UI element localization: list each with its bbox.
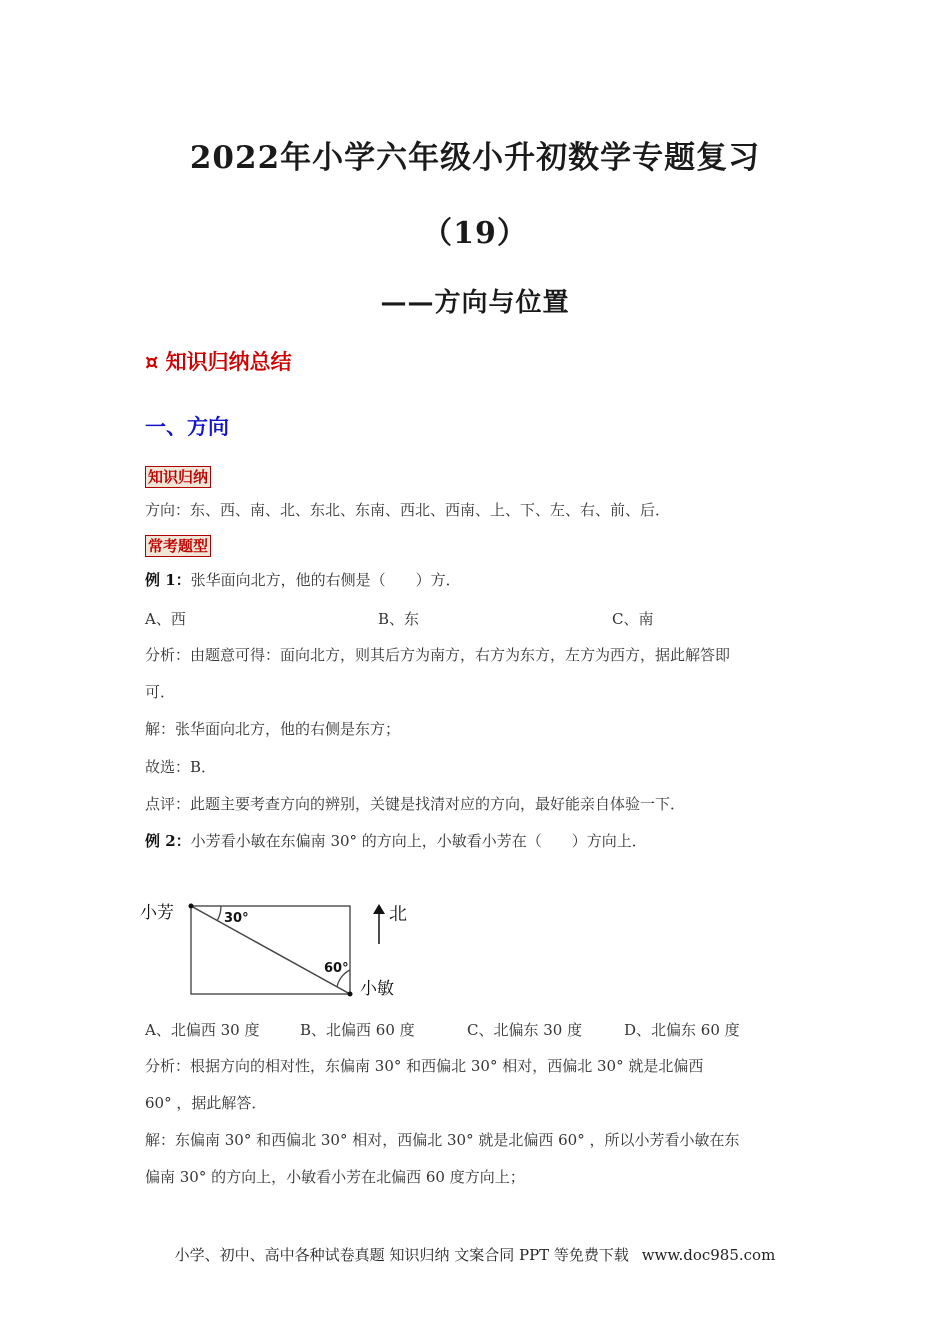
label-north: 北 [389,904,407,925]
example2-option-b: B、北偏西 60 度 [300,1021,415,1039]
example1-option-a: A、西 [145,610,186,628]
label-xiaofang: 小芳 [140,903,174,923]
example2-solution: 解：东偏南 30° 和西偏北 30° 相对，西偏北 30° 就是北偏西 60° ，所以小芳看小敏在东 [145,1131,740,1149]
page-title: 2022年小学六年级小升初数学专题复习 [189,140,761,176]
example1-option-c: C、南 [612,610,654,628]
angle-label-60: 60° [324,961,349,976]
example2-option-a: A、北偏西 30 度 [145,1021,260,1039]
angle-arc-a [217,906,221,921]
angle-label-30: 30° [224,911,249,926]
example1-label: 例 1： [145,571,191,589]
example2-label: 例 2： [145,832,191,850]
footer-text: 小学、初中、高中各种试卷真题 知识归纳 文案合同 PPT 等免费下载 [174,1246,629,1264]
common-questions-tag: 常考题型 [145,535,211,557]
footer-url[interactable]: www.doc985.com [641,1246,776,1264]
example2-analysis: 分析：根据方向的相对性，东偏南 30° 和西偏北 30° 相对，西偏北 30° 就是北偏西 [145,1057,704,1075]
knowledge-text: 方向：东、西、南、北、东北、东南、西北、西南、上、下、左、右、前、后． [145,501,671,519]
section-header: ¤ 知识归纳总结 [145,350,292,374]
example2-solution-cont: 偏南 30° 的方向上，小敏看小芳在北偏西 60 度方向上； [145,1168,525,1186]
example1-solution: 解：张华面向北方，他的右侧是东方； [145,720,401,738]
example1-analysis: 分析：由题意可得：面向北方，则其后方为南方，右方为东方，左方为西方，据此解答即 [145,646,731,664]
example1-choice: 故选：B． [145,758,217,776]
subsection-heading: 一、方向 [145,415,229,439]
example1-comment: 点评：此题主要考查方向的辨别，关键是找清对应的方向，最好能亲自体验一下． [145,795,686,813]
example2-question-line [145,831,647,851]
example2-question: 小芳看小敏在东偏南 30° 的方向上，小敏看小芳在（ ）方向上． [190,832,647,850]
diagram-diagonal [191,906,350,994]
example1-question: 张华面向北方，他的右侧是（ ）方． [190,571,461,589]
example2-option-c: C、北偏东 30 度 [467,1021,583,1039]
north-arrow-icon [373,904,385,914]
direction-diagram [140,890,420,1010]
point-xiaofang [189,904,194,909]
page-title-number: （19） [422,216,528,251]
example1-option-b: B、东 [378,610,420,628]
page-subtitle: ——方向与位置 [380,288,570,318]
example1-analysis-cont: 可． [145,683,176,701]
example2-analysis-cont: 60° ，据此解答． [145,1094,267,1112]
knowledge-tag: 知识归纳 [145,466,211,488]
point-xiaomin [348,992,353,997]
example2-option-d: D、北偏东 60 度 [624,1021,740,1039]
page-footer [0,1244,950,1265]
example1-question-line [145,570,461,590]
label-xiaomin: 小敏 [360,979,394,999]
